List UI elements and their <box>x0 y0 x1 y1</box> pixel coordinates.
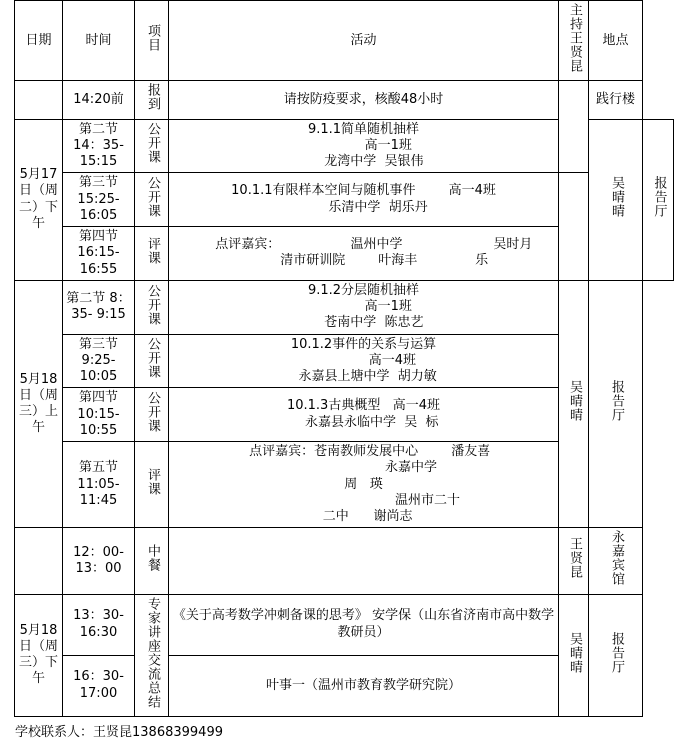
header-place: 地点 <box>589 1 643 81</box>
host-group-label: 吴晴晴 <box>566 631 582 674</box>
row-item <box>135 388 169 442</box>
row-activity <box>169 334 559 388</box>
row-item <box>135 280 169 334</box>
header-activity: 活动 <box>169 1 559 81</box>
row-time: 第二节 8：35- 9:15 <box>63 280 135 334</box>
row-item-label: 评课 <box>144 236 160 265</box>
activity-line: 清市研训院 叶海丰 乐 <box>238 253 489 269</box>
table-row <box>15 81 674 119</box>
row-item-label: 评课 <box>144 468 160 496</box>
host-group-1 <box>589 119 643 280</box>
activity-line: 点评嘉宾：苍南教师发展中心 潘友喜 <box>236 444 491 459</box>
activity-line: 龙湾中学 吴银伟 <box>303 154 424 169</box>
place-group-3 <box>589 594 643 716</box>
date-group-2: 5月18日（周三）上午 <box>15 280 63 528</box>
row-item-label: 公开课 <box>144 176 160 218</box>
row-time: 第三节 9:25- 10:05 <box>63 334 135 388</box>
row-time: 第二节 14：35- 15:15 <box>63 119 135 173</box>
row-time: 16：30- 17:00 <box>63 655 135 716</box>
activity-line: 10.1.2事件的关系与运算 <box>290 336 437 352</box>
row-item <box>135 81 169 119</box>
row-host-label: 王贤昆 <box>566 537 582 580</box>
activity-line: 安学保（山东省济南市高中数学教研员） <box>337 608 555 640</box>
host-group-label: 吴晴晴 <box>566 380 582 423</box>
row-time: 第四节 16:15- 16:55 <box>63 227 135 281</box>
activity-line: 9.1.1简单随机抽样 <box>307 121 420 137</box>
row-item-label: 公开课 <box>144 391 160 433</box>
activity-line: 苍南中学 陈忠艺 <box>303 315 424 331</box>
activity-line: 永嘉中学 <box>289 460 438 476</box>
date-group-1: 5月17日（周二）下午 <box>15 119 63 280</box>
table-row <box>15 594 674 655</box>
activity-line: 永嘉县上塘中学 胡力敏 <box>290 369 437 384</box>
table-row <box>15 173 674 227</box>
row-place <box>589 528 643 594</box>
table-row <box>15 280 674 334</box>
table-header-row <box>15 1 674 81</box>
activity-line: 温州市二十 <box>266 492 461 508</box>
header-host <box>559 1 589 81</box>
row-host <box>559 528 589 594</box>
place-group-1 <box>643 119 674 280</box>
activity-line: 10.1.3古典概型 高一4班 <box>286 398 441 414</box>
row-activity <box>169 528 559 594</box>
row-activity <box>169 173 559 227</box>
header-date: 日期 <box>15 1 63 81</box>
row-item <box>135 119 169 173</box>
row-item-label: 中餐 <box>144 544 160 573</box>
header-item-label: 项目 <box>144 24 160 52</box>
activity-line: 9.1.2分层随机抽样 <box>307 282 420 298</box>
header-host-label: 主持王贤昆 <box>566 3 582 73</box>
row-place-label: 永嘉宾馆 <box>608 530 624 587</box>
row-activity: 请按防疫要求，核酸48小时 <box>169 81 559 119</box>
activity-line: 周 瑛 <box>344 476 383 492</box>
row-activity: 叶事一（温州市教育教学研究院） <box>169 655 559 716</box>
table-row <box>15 227 674 281</box>
row-place-label: 践行楼 <box>595 91 635 107</box>
row-item <box>135 442 169 528</box>
place-group-label: 报告厅 <box>651 176 667 218</box>
host-group-3 <box>559 594 589 716</box>
activity-line: 高一1班 <box>315 299 412 314</box>
row-time: 第四节 10:15- 10:55 <box>63 388 135 442</box>
row-item-label: 报到 <box>144 83 160 112</box>
row-item <box>135 334 169 388</box>
activity-line: 乐清中学 胡乐丹 <box>299 199 428 215</box>
activity-line: 高一4班 <box>310 352 417 368</box>
row-activity <box>169 119 559 173</box>
row-item <box>135 227 169 281</box>
row-time: 14:20前 <box>63 81 135 119</box>
activity-line: 高一1班 <box>315 137 412 153</box>
row-item-label: 专家讲座交流总结 <box>144 596 160 709</box>
header-time: 时间 <box>63 1 135 81</box>
row-time: 第三节 15:25- 16:05 <box>63 173 135 227</box>
place-group-2 <box>589 280 643 528</box>
row-date <box>15 528 63 594</box>
row-item-label: 公开课 <box>144 122 160 165</box>
host-group-label: 吴晴晴 <box>608 176 624 218</box>
schedule-table <box>14 0 674 717</box>
row-item <box>135 528 169 594</box>
row-item <box>135 173 169 227</box>
row-activity <box>169 594 559 655</box>
contact-footer: 学校联系人：王贤昆13868399499 <box>15 724 223 740</box>
header-item <box>135 1 169 81</box>
activity-line: 10.1.1有限样本空间与随机事件 高一4班 <box>231 183 496 199</box>
row-date <box>15 81 63 119</box>
row-time: 12：00- 13：00 <box>63 528 135 594</box>
row-activity <box>169 442 559 528</box>
table-row <box>15 528 674 594</box>
row-activity <box>169 227 559 281</box>
row-host-1 <box>559 81 589 173</box>
row-time: 13：30- 16:30 <box>63 594 135 655</box>
row-time: 第五节 11:05- 11:45 <box>63 442 135 528</box>
row-item-label: 公开课 <box>144 283 160 326</box>
row-place <box>589 81 643 119</box>
date-group-3: 5月18日（周三）下午 <box>15 594 63 716</box>
row-item <box>135 594 169 716</box>
host-group-2 <box>559 280 589 528</box>
row-item-label: 公开课 <box>144 337 160 380</box>
place-group-label: 报告厅 <box>608 380 624 423</box>
activity-line: 永嘉县永临中学 吴 标 <box>288 414 439 430</box>
place-group-label: 报告厅 <box>608 631 624 674</box>
row-activity <box>169 280 559 334</box>
activity-line: 二中 谢尚志 <box>314 509 413 524</box>
activity-line: 点评嘉宾： 温州中学 吴时月 <box>194 237 533 253</box>
row-activity <box>169 388 559 442</box>
activity-line: 《关于高考数学冲刺备课的思考》 <box>172 608 368 624</box>
